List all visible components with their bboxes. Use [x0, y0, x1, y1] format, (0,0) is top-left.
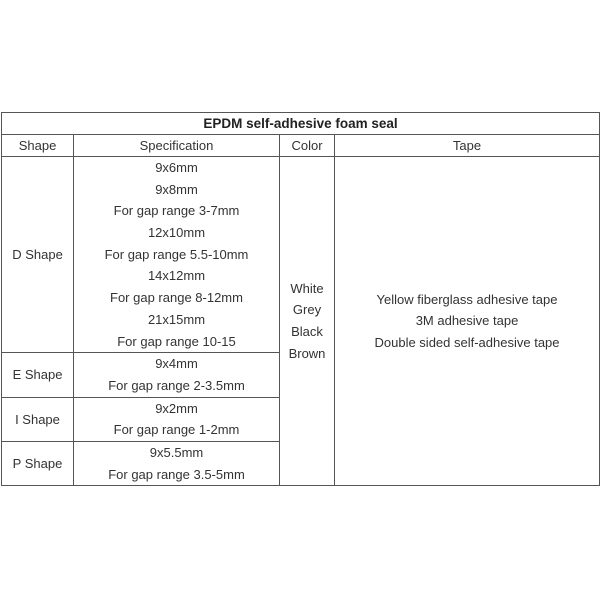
spec-line: 14x12mm: [147, 268, 206, 284]
color-line: White: [290, 280, 324, 296]
spec-line: 9x2mm: [155, 400, 198, 416]
header-tape: Tape: [335, 135, 600, 157]
header-specification: Specification: [74, 135, 280, 157]
spec-cell: [74, 441, 280, 485]
epdm-spec-table: [1, 112, 600, 486]
color-cell: [280, 157, 335, 486]
spec-line: For gap range 1-2mm: [113, 422, 240, 438]
shape-cell: P Shape: [2, 441, 74, 485]
tape-line: 3M adhesive tape: [415, 313, 519, 329]
spec-cell: [74, 157, 280, 353]
spec-line: 12x10mm: [147, 225, 206, 241]
color-line: Black: [291, 324, 323, 340]
spec-line: 9x4mm: [155, 356, 198, 372]
shape-cell: D Shape: [2, 157, 74, 353]
spec-line: 9x6mm: [155, 160, 198, 175]
spec-line: 21x15mm: [147, 311, 206, 327]
spec-line: For gap range 3-7mm: [113, 203, 240, 219]
header-shape: Shape: [2, 135, 74, 157]
header-color: Color: [280, 135, 335, 157]
spec-line: For gap range 8-12mm: [110, 290, 243, 306]
tape-cell: [335, 157, 600, 486]
header-row: [2, 135, 600, 157]
spec-cell: [74, 353, 280, 397]
color-line: Brown: [288, 345, 326, 361]
spec-cell: [74, 397, 280, 441]
spec-line: For gap range 10-15: [117, 333, 236, 349]
title-row: [2, 113, 600, 135]
tape-line: Double sided self-adhesive tape: [374, 335, 560, 350]
spec-line: For gap range 3.5-5mm: [108, 466, 245, 482]
shape-cell: I Shape: [2, 397, 74, 441]
table-title: EPDM self-adhesive foam seal: [2, 113, 600, 135]
shape-cell: E Shape: [2, 353, 74, 397]
spec-line: 9x8mm: [155, 181, 198, 197]
spec-line: 9x5.5mm: [149, 444, 204, 460]
table-row: [2, 157, 600, 353]
tape-line: Yellow fiberglass adhesive tape: [376, 291, 558, 307]
spec-line: For gap range 5.5-10mm: [104, 246, 249, 262]
color-line: Grey: [292, 302, 322, 318]
spec-line: For gap range 2-3.5mm: [108, 377, 245, 393]
